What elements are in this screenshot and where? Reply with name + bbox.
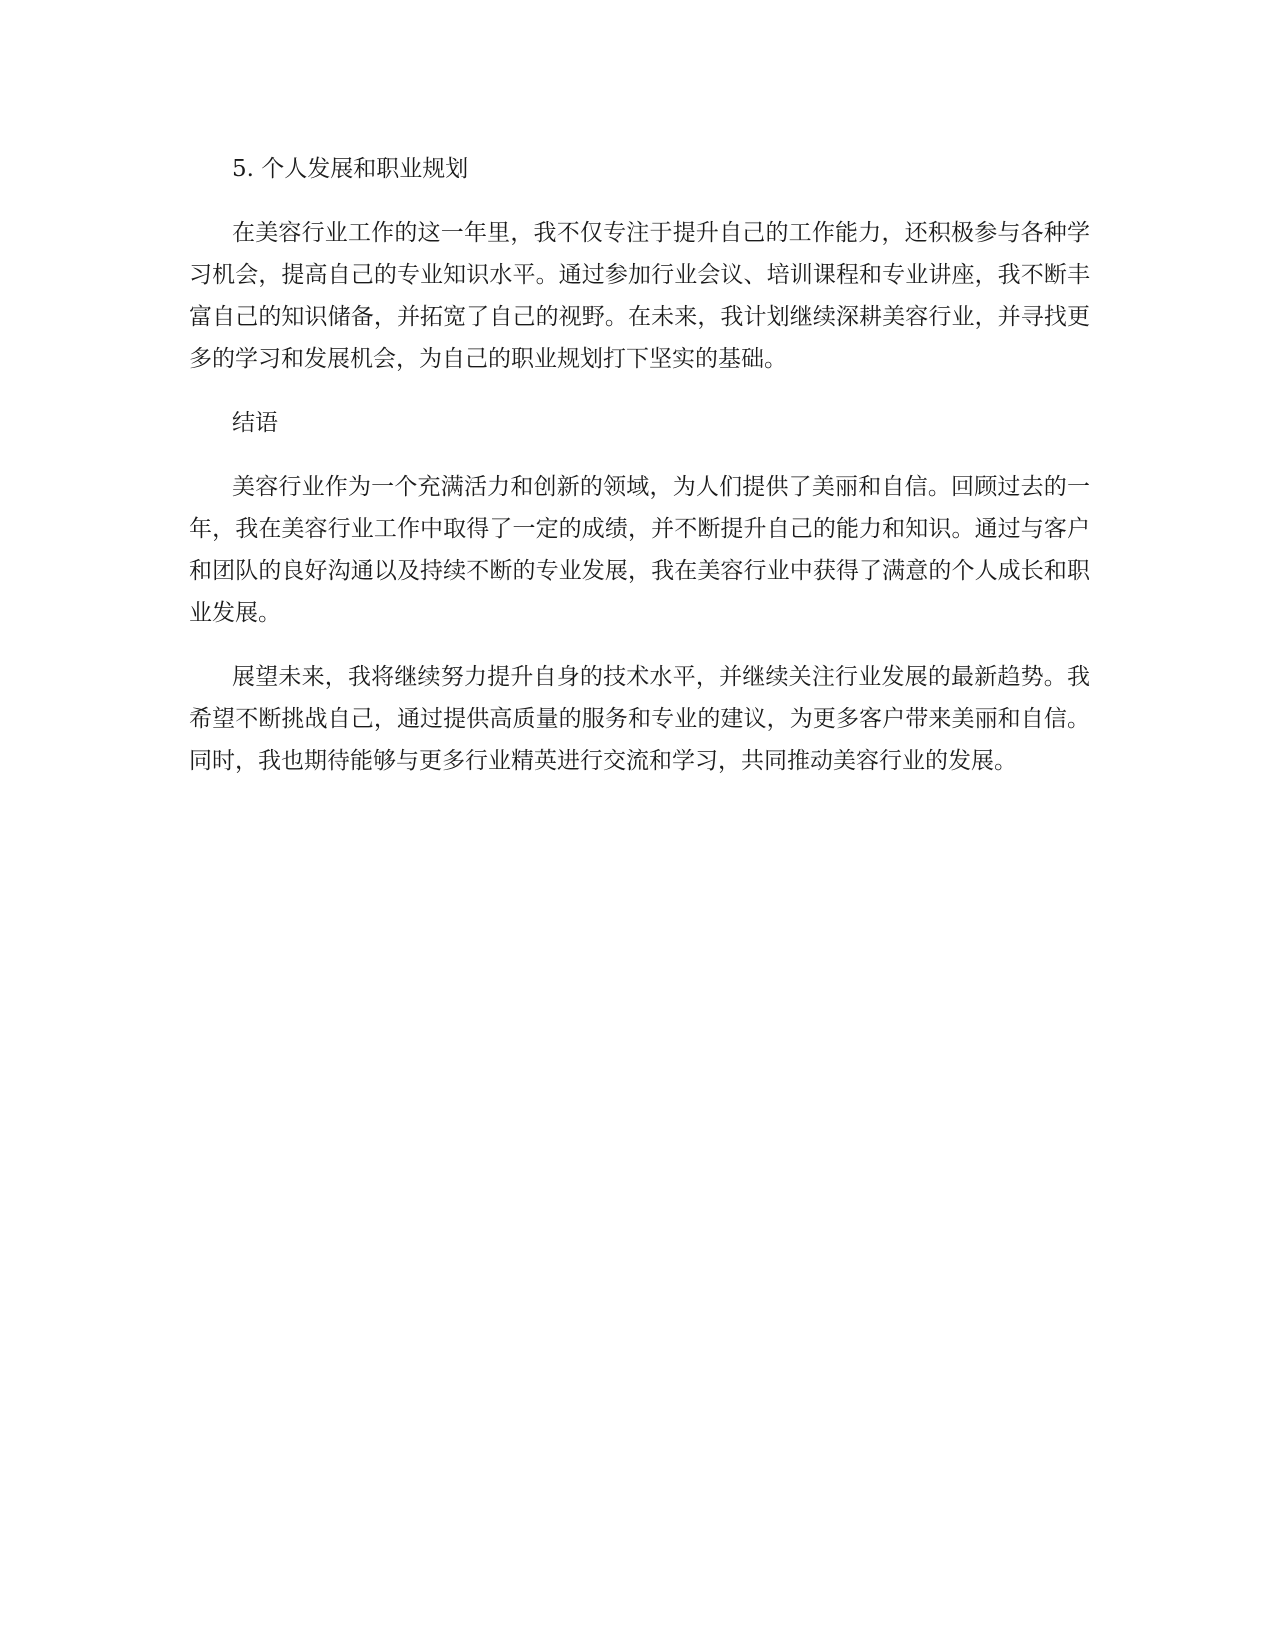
conclusion-paragraph-2: 展望未来，我将继续努力提升自身的技术水平，并继续关注行业发展的最新趋势。我希望不断挑战自己，通过提供高质量的服务和专业的建议，为更多客户带来美丽和自信。同时，我也期待能够与更多行业精英进行交流和学习，共同推动美容行业的发展。 [189, 664, 1090, 774]
document-body [189, 148, 1090, 804]
conclusion-paragraph-1: 美容行业作为一个充满活力和创新的领域，为人们提供了美丽和自信。回顾过去的一年，我在美容行业工作中取得了一定的成绩，并不断提升自己的能力和知识。通过与客户和团队的良好沟通以及持续不断的专业发展，我在美容行业中获得了满意的个人成长和职业发展。 [189, 474, 1090, 626]
conclusion-heading: 结语 [232, 410, 278, 436]
section-heading: 5. 个人发展和职业规划 [232, 156, 469, 182]
section-paragraph: 在美容行业工作的这一年里，我不仅专注于提升自己的工作能力，还积极参与各种学习机会，提高自己的专业知识水平。通过参加行业会议、培训课程和专业讲座，我不断丰富自己的知识储备，并拓宽了自己的视野。在未来，我计划继续深耕美容行业，并寻找更多的学习和发展机会，为自己的职业规划打下坚实的基础。 [189, 220, 1090, 372]
